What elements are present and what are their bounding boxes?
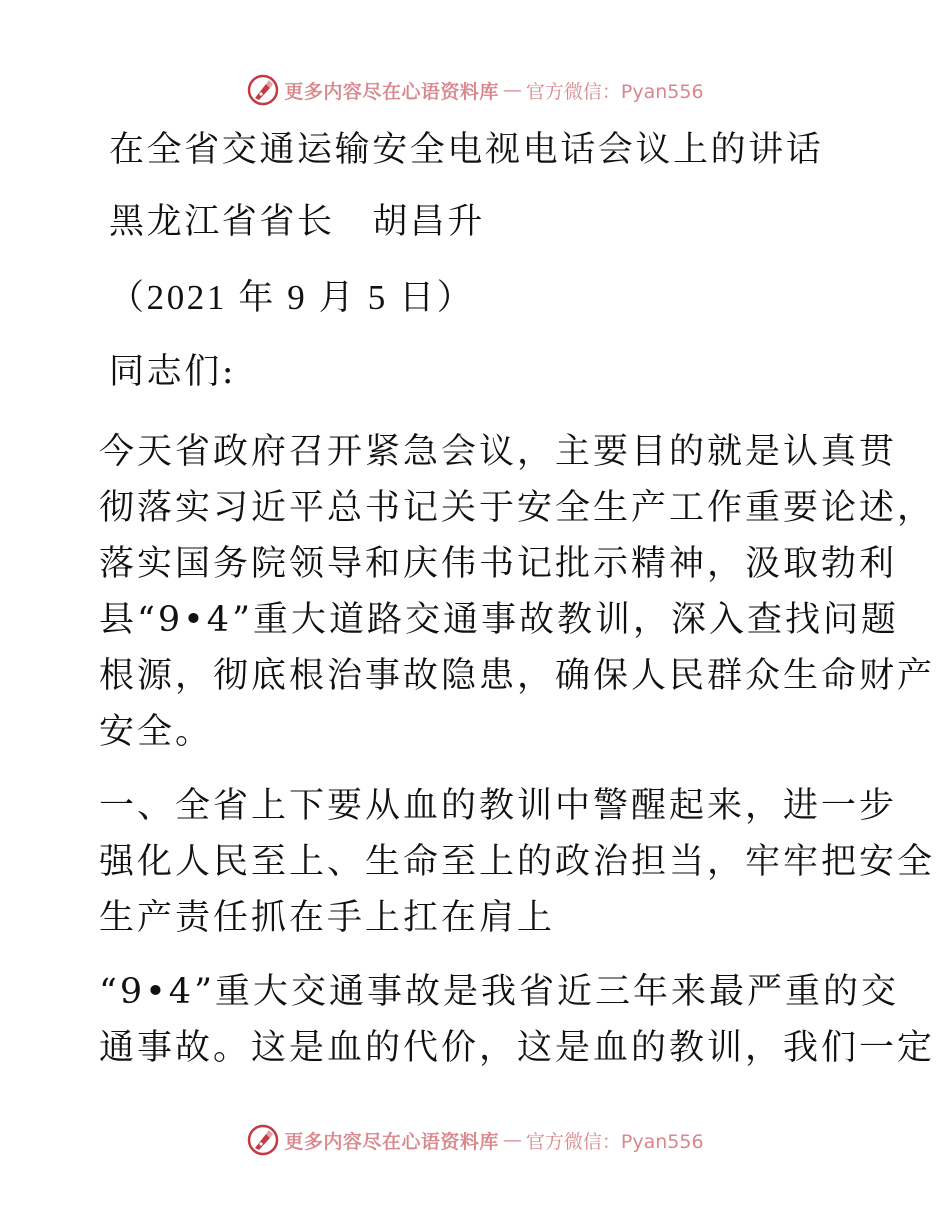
paragraph-intro: [99, 424, 936, 760]
watermark-text: 更多内容尽在心语资料库: [284, 80, 499, 103]
section-heading-1: [99, 778, 936, 946]
watermark-wechat: 官方微信：Pyan556: [525, 80, 704, 103]
watermark-dash: —: [502, 79, 522, 101]
watermark-wechat: 官方微信：Pyan556: [525, 1130, 704, 1153]
paragraph-line: “9•4”重大交通事故是我省近三年来最严重的交: [99, 972, 899, 1012]
watermark-text: 更多内容尽在心语资料库: [284, 1130, 499, 1153]
paragraph-line: 强化人民至上、生命至上的政治担当，牢牢把安全: [99, 842, 936, 882]
paragraph-line: 县“9•4”重大道路交通事故教训，深入查找问题: [99, 600, 899, 640]
document-title: 在全省交通运输安全电视电话会议上的讲话: [109, 130, 824, 170]
paragraph-line: 安全。: [99, 712, 214, 752]
paragraph-line: 根源，彻底根治事故隐患，确保人民群众生命财产: [99, 656, 936, 696]
paragraph-line: 一、全省上下要从血的教训中警醒起来，进一步: [99, 786, 898, 826]
paragraph-line: 彻落实习近平总书记关于安全生产工作重要论述，: [99, 488, 936, 528]
paragraph-accident: [99, 964, 936, 1076]
pen-nib-logo-icon: [246, 1123, 280, 1157]
document-body: [99, 120, 936, 1076]
paragraph-line: 生产责任抓在手上扛在肩上: [99, 898, 556, 938]
paragraph-line: 通事故。这是血的代价，这是血的教训，我们一定: [99, 1028, 936, 1068]
watermark-footer: [0, 1120, 950, 1160]
watermark-header: [0, 70, 950, 110]
document-author: 黑龙江省省长 胡昌升: [109, 202, 486, 242]
document-date: （2021 年 9 月 5 日）: [109, 278, 475, 317]
paragraph-line: 今天省政府召开紧急会议，主要目的就是认真贯: [99, 432, 898, 472]
paragraph-line: 落实国务院领导和庆伟书记批示精神，汲取勃利: [99, 544, 898, 584]
watermark-dash: —: [502, 1129, 522, 1151]
pen-nib-logo-icon: [246, 73, 280, 107]
document-greeting: 同志们:: [109, 352, 237, 392]
